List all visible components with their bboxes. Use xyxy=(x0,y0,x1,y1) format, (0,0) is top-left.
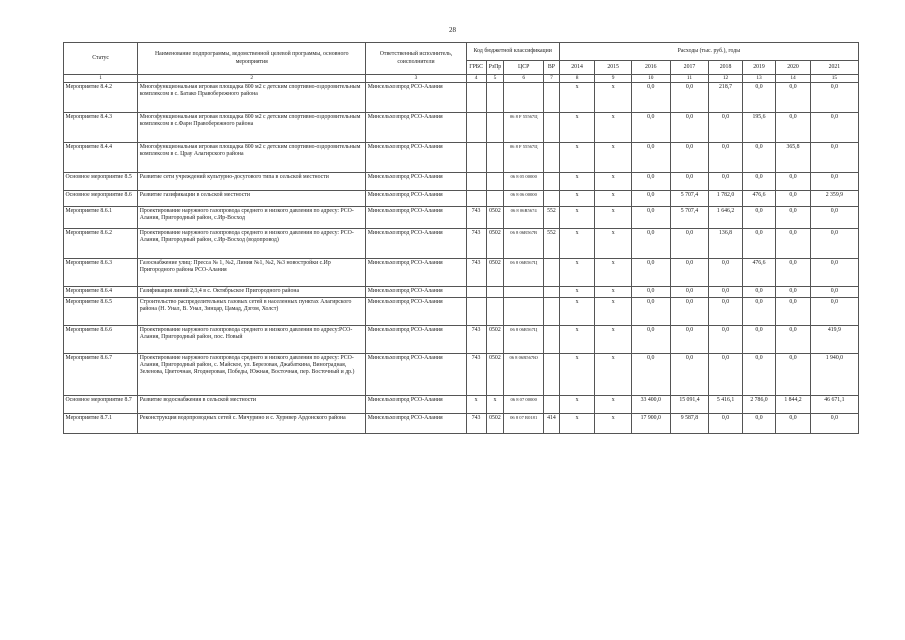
row-executor-cell: Минсельхозпрод РСО-Алания xyxy=(366,395,466,413)
row-grbs-cell xyxy=(466,142,486,172)
header-vr: ВР xyxy=(544,61,560,75)
row-2020-cell: 0,0 xyxy=(776,286,811,297)
row-name-cell: Проектирование наружного газопровода среднего и низкого давления по адресу: РСО-Алания, Пригородный район, с.Ир-Восход xyxy=(138,206,366,228)
column-number: 13 xyxy=(742,75,775,83)
row-2017-cell: 0,0 xyxy=(670,82,709,112)
header-year-2017: 2017 xyxy=(670,61,709,75)
row-2015-cell: x xyxy=(595,413,632,433)
column-number: 7 xyxy=(544,75,560,83)
table-row xyxy=(64,228,859,258)
row-csr-cell: 06 8 F 55567Ц xyxy=(504,112,544,142)
column-number: 3 xyxy=(366,75,466,83)
row-2020-cell: 0,0 xyxy=(776,325,811,353)
row-2021-cell: 0,0 xyxy=(810,297,858,325)
row-status-cell: Мероприятие 8.7.1 xyxy=(64,413,138,433)
row-vr-cell xyxy=(544,286,560,297)
row-2014-cell: x xyxy=(559,82,595,112)
row-2021-cell: 0,0 xyxy=(810,258,858,286)
row-rzpr-cell: 0502 xyxy=(486,353,504,395)
row-2021-cell: 0,0 xyxy=(810,82,858,112)
row-2021-cell: 0,0 xyxy=(810,112,858,142)
header-expenses: Расходы (тыс. руб.), годы xyxy=(559,43,858,61)
row-2017-cell: 15 091,4 xyxy=(670,395,709,413)
row-grbs-cell xyxy=(466,297,486,325)
row-status-cell: Мероприятие 8.6.6 xyxy=(64,325,138,353)
row-2018-cell: 0,0 xyxy=(709,142,742,172)
row-2019-cell: 2 786,0 xyxy=(742,395,775,413)
row-rzpr-cell: 0502 xyxy=(486,413,504,433)
row-rzpr-cell xyxy=(486,190,504,206)
row-vr-cell xyxy=(544,112,560,142)
row-2014-cell: x xyxy=(559,172,595,190)
row-2021-cell: 2 359,9 xyxy=(810,190,858,206)
row-grbs-cell xyxy=(466,190,486,206)
column-numbers-row xyxy=(64,75,859,83)
row-2017-cell: 0,0 xyxy=(670,172,709,190)
row-vr-cell xyxy=(544,297,560,325)
row-2014-cell: x xyxy=(559,286,595,297)
row-2016-cell: 0,0 xyxy=(631,206,670,228)
row-2019-cell: 0,0 xyxy=(742,142,775,172)
row-2015-cell: x xyxy=(595,112,632,142)
header-year-2019: 2019 xyxy=(742,61,775,75)
column-number: 12 xyxy=(709,75,742,83)
row-name-cell: Многофункциональная игровая площадка 800 м2 с детским спортивно-оздоровительным комплексом в с. Батако Правобережного района xyxy=(138,82,366,112)
row-2015-cell: x xyxy=(595,297,632,325)
row-vr-cell: 552 xyxy=(544,228,560,258)
row-name-cell: Проектирование наружного газопровода среднего и низкого давления по адресу: РСО-Алания, Пригородный район, с. Майское, ул. Березовая, Джабаткина, Виноградная, Зеленова, Цветочная, Ягоднеровая, Победы, Южная, Восточная, пер. Восточный и др.) xyxy=(138,353,366,395)
row-status-cell: Мероприятие 8.6.3 xyxy=(64,258,138,286)
row-name-cell: Реконструкция водопроводных сетей с. Мичурино и с. Хурнвер Ардонского района xyxy=(138,413,366,433)
header-year-2018: 2018 xyxy=(709,61,742,75)
row-grbs-cell xyxy=(466,112,486,142)
row-vr-cell xyxy=(544,172,560,190)
header-year-2021: 2021 xyxy=(810,61,858,75)
row-executor-cell: Минсельхозпрод РСО-Алания xyxy=(366,142,466,172)
row-grbs-cell: 743 xyxy=(466,353,486,395)
row-2015-cell: x xyxy=(595,325,632,353)
column-number: 6 xyxy=(504,75,544,83)
column-number: 4 xyxy=(466,75,486,83)
table-row xyxy=(64,286,859,297)
row-2014-cell: x xyxy=(559,413,595,433)
row-2014-cell: x xyxy=(559,258,595,286)
row-executor-cell: Минсельхозпрод РСО-Алания xyxy=(366,297,466,325)
row-vr-cell xyxy=(544,190,560,206)
row-2018-cell: 0,0 xyxy=(709,353,742,395)
row-status-cell: Мероприятие 8.6.7 xyxy=(64,353,138,395)
row-2018-cell: 0,0 xyxy=(709,297,742,325)
column-number: 14 xyxy=(776,75,811,83)
row-2015-cell: x xyxy=(595,82,632,112)
row-rzpr-cell: 0502 xyxy=(486,228,504,258)
row-2019-cell: 0,0 xyxy=(742,297,775,325)
row-2021-cell: 0,0 xyxy=(810,286,858,297)
header-status: Статус xyxy=(64,43,138,75)
row-2019-cell: 0,0 xyxy=(742,172,775,190)
row-2020-cell: 0,0 xyxy=(776,190,811,206)
column-number: 2 xyxy=(138,75,366,83)
row-2017-cell: 0,0 xyxy=(670,325,709,353)
row-2015-cell: x xyxy=(595,206,632,228)
row-2021-cell: 1 940,0 xyxy=(810,353,858,395)
row-grbs-cell: 743 xyxy=(466,413,486,433)
table-row xyxy=(64,172,859,190)
row-name-cell: Развитие газификации в сельской местности xyxy=(138,190,366,206)
row-2014-cell: x xyxy=(559,142,595,172)
header-rzpr: РзПр xyxy=(486,61,504,75)
row-2019-cell: 476,6 xyxy=(742,258,775,286)
row-2020-cell: 0,0 xyxy=(776,353,811,395)
row-2014-cell: x xyxy=(559,297,595,325)
row-csr-cell: 06 8 06R567B xyxy=(504,228,544,258)
row-2021-cell: 46 671,1 xyxy=(810,395,858,413)
row-2015-cell: x xyxy=(595,172,632,190)
row-2019-cell: 0,0 xyxy=(742,325,775,353)
row-executor-cell: Минсельхозпрод РСО-Алания xyxy=(366,228,466,258)
row-grbs-cell: 743 xyxy=(466,325,486,353)
row-2018-cell: 0,0 xyxy=(709,325,742,353)
row-2014-cell: x xyxy=(559,190,595,206)
row-csr-cell: 06 8 06R567Ю xyxy=(504,353,544,395)
row-2018-cell: 1 782,0 xyxy=(709,190,742,206)
row-2020-cell: 0,0 xyxy=(776,413,811,433)
row-2019-cell: 0,0 xyxy=(742,228,775,258)
page-number: 28 xyxy=(449,26,456,34)
row-2018-cell: 218,7 xyxy=(709,82,742,112)
row-executor-cell: Минсельхозпрод РСО-Алания xyxy=(366,190,466,206)
row-csr-cell: 06 8 06 00000 xyxy=(504,190,544,206)
row-vr-cell: 552 xyxy=(544,206,560,228)
row-2016-cell: 0,0 xyxy=(631,228,670,258)
row-rzpr-cell xyxy=(486,142,504,172)
row-2016-cell: 0,0 xyxy=(631,325,670,353)
row-2018-cell: 0,0 xyxy=(709,258,742,286)
row-csr-cell xyxy=(504,297,544,325)
row-2016-cell: 0,0 xyxy=(631,112,670,142)
row-2020-cell: 0,0 xyxy=(776,297,811,325)
row-status-cell: Мероприятие 8.6.4 xyxy=(64,286,138,297)
row-csr-cell xyxy=(504,82,544,112)
row-rzpr-cell xyxy=(486,286,504,297)
table-row xyxy=(64,325,859,353)
row-2016-cell: 0,0 xyxy=(631,82,670,112)
row-name-cell: Многофункциональная игровая площадка 800 м2 с детским спортивно-оздоровительным комплексом в с.Фарн Правобережного района xyxy=(138,112,366,142)
row-rzpr-cell xyxy=(486,172,504,190)
header-row xyxy=(64,43,859,61)
row-2014-cell: x xyxy=(559,206,595,228)
row-csr-cell: 06 8 07 R0181 xyxy=(504,413,544,433)
row-rzpr-cell: 0502 xyxy=(486,325,504,353)
row-2015-cell: x xyxy=(595,286,632,297)
column-number: 11 xyxy=(670,75,709,83)
row-status-cell: Мероприятие 8.4.4 xyxy=(64,142,138,172)
row-vr-cell xyxy=(544,258,560,286)
row-2018-cell: 1 646,2 xyxy=(709,206,742,228)
row-name-cell: Развитие сети учреждений культурно-досугового типа в сельской местности xyxy=(138,172,366,190)
row-status-cell: Основное мероприятие 8.6 xyxy=(64,190,138,206)
row-rzpr-cell: 0502 xyxy=(486,206,504,228)
row-csr-cell: 06 8 06R567Ц xyxy=(504,258,544,286)
row-csr-cell: 06 8 05 00000 xyxy=(504,172,544,190)
row-executor-cell: Минсельхозпрод РСО-Алания xyxy=(366,172,466,190)
column-number: 8 xyxy=(559,75,595,83)
row-vr-cell: 414 xyxy=(544,413,560,433)
row-2017-cell: 0,0 xyxy=(670,142,709,172)
row-2019-cell: 195,6 xyxy=(742,112,775,142)
row-2015-cell: x xyxy=(595,353,632,395)
row-2015-cell: x xyxy=(595,395,632,413)
row-2017-cell: 0,0 xyxy=(670,353,709,395)
row-grbs-cell xyxy=(466,172,486,190)
row-2020-cell: 0,0 xyxy=(776,112,811,142)
row-name-cell: Газоснабжение улиц: Пресса № 1, №2, Линия №1, №2, №3 новостройки с.Ир Пригородного района РСО-Алания xyxy=(138,258,366,286)
row-rzpr-cell xyxy=(486,297,504,325)
row-executor-cell: Минсельхозпрод РСО-Алания xyxy=(366,353,466,395)
row-csr-cell: 06 8 06R567Ц xyxy=(504,325,544,353)
row-status-cell: Основное мероприятие 8.7 xyxy=(64,395,138,413)
row-2017-cell: 5 707,4 xyxy=(670,206,709,228)
row-2018-cell: 0,0 xyxy=(709,286,742,297)
row-2020-cell: 0,0 xyxy=(776,228,811,258)
row-2021-cell: 0,0 xyxy=(810,172,858,190)
row-2018-cell: 0,0 xyxy=(709,112,742,142)
row-2021-cell: 0,0 xyxy=(810,413,858,433)
row-status-cell: Мероприятие 8.6.1 xyxy=(64,206,138,228)
row-2014-cell: x xyxy=(559,228,595,258)
row-csr-cell: 06 8 07 00000 xyxy=(504,395,544,413)
column-number: 1 xyxy=(64,75,138,83)
row-csr-cell xyxy=(504,286,544,297)
row-status-cell: Мероприятие 8.4.3 xyxy=(64,112,138,142)
row-vr-cell xyxy=(544,325,560,353)
row-2021-cell: 0,0 xyxy=(810,142,858,172)
table-row xyxy=(64,190,859,206)
row-2014-cell: x xyxy=(559,325,595,353)
table-row xyxy=(64,395,859,413)
row-2016-cell: 0,0 xyxy=(631,172,670,190)
row-2014-cell: x xyxy=(559,353,595,395)
header-year-2020: 2020 xyxy=(776,61,811,75)
header-csr: ЦСР xyxy=(504,61,544,75)
row-vr-cell xyxy=(544,142,560,172)
row-2019-cell: 0,0 xyxy=(742,353,775,395)
row-csr-cell: 06 8 F 55567Ц xyxy=(504,142,544,172)
row-grbs-cell: 743 xyxy=(466,258,486,286)
row-2018-cell: 0,0 xyxy=(709,413,742,433)
header-year-2015: 2015 xyxy=(595,61,632,75)
row-2018-cell: 0,0 xyxy=(709,172,742,190)
row-grbs-cell xyxy=(466,286,486,297)
row-2014-cell: x xyxy=(559,112,595,142)
table-row xyxy=(64,413,859,433)
row-2015-cell: x xyxy=(595,258,632,286)
row-executor-cell: Минсельхозпрод РСО-Алания xyxy=(366,325,466,353)
row-2020-cell: 0,0 xyxy=(776,82,811,112)
row-status-cell: Мероприятие 8.6.5 xyxy=(64,297,138,325)
row-vr-cell xyxy=(544,82,560,112)
row-2021-cell: 0,0 xyxy=(810,206,858,228)
row-name-cell: Проектирование наружного газопровода среднего и низкого давления по адресу: РСО-Алания, Пригородный район, с.Ир-Восход (водопровод) xyxy=(138,228,366,258)
row-2019-cell: 0,0 xyxy=(742,286,775,297)
row-grbs-cell: 743 xyxy=(466,206,486,228)
row-2017-cell: 0,0 xyxy=(670,112,709,142)
row-2018-cell: 5 416,1 xyxy=(709,395,742,413)
row-status-cell: Мероприятие 8.6.2 xyxy=(64,228,138,258)
row-2020-cell: 1 844,2 xyxy=(776,395,811,413)
table-row xyxy=(64,112,859,142)
table-row xyxy=(64,353,859,395)
header-name: Наименование подпрограммы, ведомственной целевой программы, основного мероприятия xyxy=(138,43,366,75)
row-2016-cell: 0,0 xyxy=(631,286,670,297)
row-2014-cell: x xyxy=(559,395,595,413)
row-2016-cell: 0,0 xyxy=(631,142,670,172)
row-rzpr-cell xyxy=(486,82,504,112)
row-executor-cell: Минсельхозпрод РСО-Алания xyxy=(366,82,466,112)
row-executor-cell: Минсельхозпрод РСО-Алания xyxy=(366,286,466,297)
header-year-2014: 2014 xyxy=(559,61,595,75)
row-rzpr-cell xyxy=(486,112,504,142)
row-2016-cell: 0,0 xyxy=(631,353,670,395)
row-2020-cell: 0,0 xyxy=(776,206,811,228)
row-2016-cell: 33 400,0 xyxy=(631,395,670,413)
header-executor: Ответственный исполнитель, соисполнители xyxy=(366,43,466,75)
row-2015-cell: x xyxy=(595,228,632,258)
table-row xyxy=(64,258,859,286)
header-year-2016: 2016 xyxy=(631,61,670,75)
row-status-cell: Мероприятие 8.4.2 xyxy=(64,82,138,112)
header-grbs: ГРБС xyxy=(466,61,486,75)
row-2017-cell: 9 587,8 xyxy=(670,413,709,433)
row-2016-cell: 0,0 xyxy=(631,297,670,325)
row-2019-cell: 0,0 xyxy=(742,413,775,433)
row-rzpr-cell: x xyxy=(486,395,504,413)
row-name-cell: Строительство распределительных газовых сетей в населенных пунктах Алагирского района (Н. Унал, В. Унал, Зинцар, Цамад, Дзгом, Холст) xyxy=(138,297,366,325)
row-2017-cell: 0,0 xyxy=(670,228,709,258)
row-status-cell: Основное мероприятие 8.5 xyxy=(64,172,138,190)
table-row xyxy=(64,142,859,172)
table-row xyxy=(64,206,859,228)
row-vr-cell xyxy=(544,395,560,413)
row-2015-cell: x xyxy=(595,190,632,206)
row-2017-cell: 0,0 xyxy=(670,297,709,325)
row-vr-cell xyxy=(544,353,560,395)
row-name-cell: Развитие водоснабжения в сельской местности xyxy=(138,395,366,413)
row-2020-cell: 0,0 xyxy=(776,172,811,190)
row-name-cell: Многофункциональная игровая площадка 800 м2 с детским спортивно-оздоровительным комплексом в с. Црау Алагирского района xyxy=(138,142,366,172)
column-number: 10 xyxy=(631,75,670,83)
row-grbs-cell: 743 xyxy=(466,228,486,258)
row-csr-cell: 06 8 06R5674 xyxy=(504,206,544,228)
row-executor-cell: Минсельхозпрод РСО-Алания xyxy=(366,206,466,228)
row-2021-cell: 419,9 xyxy=(810,325,858,353)
row-2018-cell: 136,8 xyxy=(709,228,742,258)
table-row xyxy=(64,297,859,325)
budget-table xyxy=(63,42,859,434)
row-grbs-cell: x xyxy=(466,395,486,413)
row-executor-cell: Минсельхозпрод РСО-Алания xyxy=(366,413,466,433)
row-name-cell: Газификация линий 2,3,4 в с. Октябрьское Пригородного района xyxy=(138,286,366,297)
row-executor-cell: Минсельхозпрод РСО-Алания xyxy=(366,112,466,142)
column-number: 9 xyxy=(595,75,632,83)
row-name-cell: Проектирование наружного газопровода среднего и низкого давления по адресу:РСО-Алания, Пригородный район, пос. Новый xyxy=(138,325,366,353)
row-2020-cell: 365,8 xyxy=(776,142,811,172)
table-row xyxy=(64,82,859,112)
header-budget-code: Код бюджетной классификации xyxy=(466,43,559,61)
row-2017-cell: 5 707,4 xyxy=(670,190,709,206)
row-2015-cell: x xyxy=(595,142,632,172)
row-2019-cell: 0,0 xyxy=(742,206,775,228)
row-rzpr-cell: 0502 xyxy=(486,258,504,286)
row-2020-cell: 0,0 xyxy=(776,258,811,286)
row-2019-cell: 476,6 xyxy=(742,190,775,206)
column-number: 15 xyxy=(810,75,858,83)
row-executor-cell: Минсельхозпрод РСО-Алания xyxy=(366,258,466,286)
row-2016-cell: 0,0 xyxy=(631,258,670,286)
row-2019-cell: 0,0 xyxy=(742,82,775,112)
row-2021-cell: 0,0 xyxy=(810,228,858,258)
row-2017-cell: 0,0 xyxy=(670,258,709,286)
row-2016-cell: 17 900,0 xyxy=(631,413,670,433)
column-number: 5 xyxy=(486,75,504,83)
row-grbs-cell xyxy=(466,82,486,112)
row-2016-cell: 0,0 xyxy=(631,190,670,206)
row-2017-cell: 0,0 xyxy=(670,286,709,297)
